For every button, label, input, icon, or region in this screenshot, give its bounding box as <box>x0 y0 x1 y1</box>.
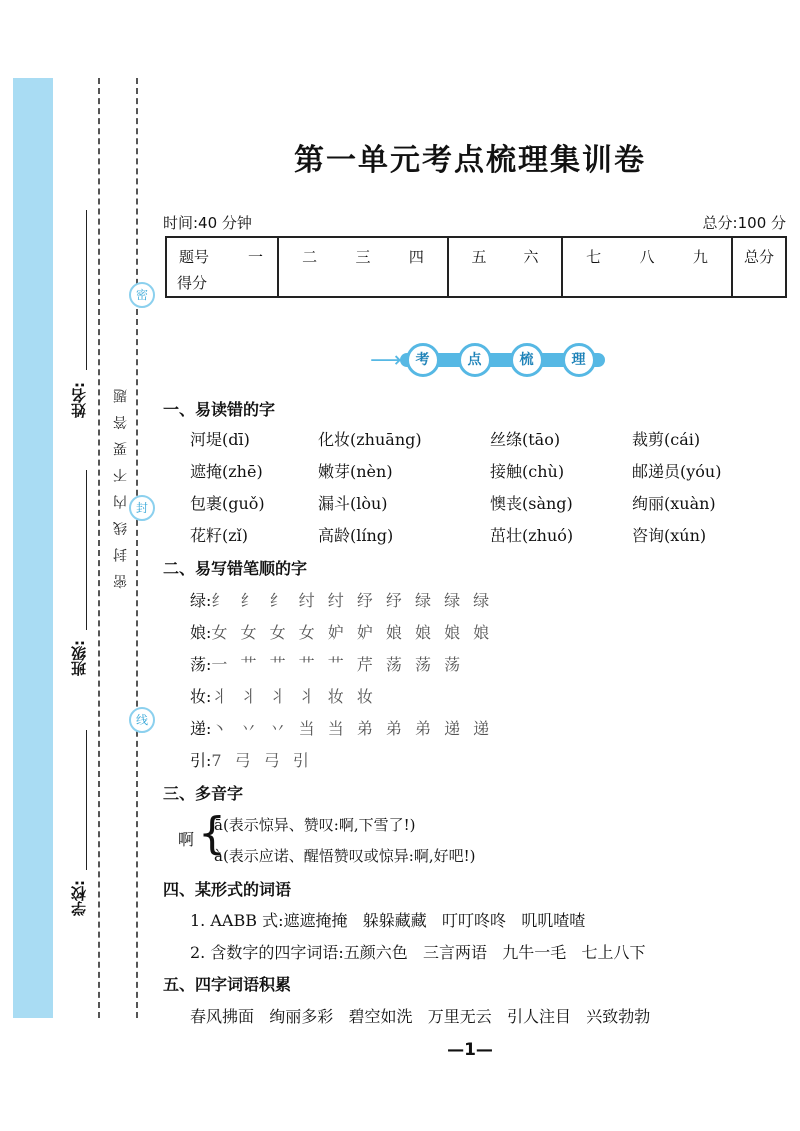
word-item: 河堤(dī) <box>190 430 250 449</box>
stroke-row <box>190 620 493 643</box>
word-item: 包裹(guǒ) <box>190 494 265 513</box>
page-title: 第一单元考点梳理集训卷 <box>294 143 646 178</box>
word-item: 漏斗(lòu) <box>318 494 388 513</box>
form-line-numbers: 2. 含数字的四字词语:五颜六色 三言两语 九牛一毛 七上八下 <box>190 943 646 962</box>
banner-char: 考 <box>406 343 440 377</box>
time-info: 时间:40 分钟 <box>163 214 252 232</box>
banner-char: 梳 <box>510 343 544 377</box>
page-number: —1— <box>447 1040 493 1060</box>
section-heading: 三、多音字 <box>163 784 244 803</box>
banner-char: 理 <box>562 343 596 377</box>
word-item: 咨询(xún) <box>632 526 707 545</box>
q-5: 五 <box>471 248 487 266</box>
q-2: 二 <box>302 248 318 266</box>
stroke-sequence: 纟 纟 纟 纣 纣 纾 纾 绿 绿 绿 <box>211 591 494 610</box>
sidebar-strip <box>13 78 53 1018</box>
score-table <box>165 236 787 298</box>
q-8: 八 <box>639 248 655 266</box>
school-label: 学校: <box>70 880 88 916</box>
stroke-char: 引: <box>190 751 212 770</box>
section-heading: 二、易写错笔顺的字 <box>163 559 308 578</box>
polyphone-reading-2: à(表示应诺、醒悟赞叹或惊异:啊,好吧!) <box>214 847 476 865</box>
word-item: 遮掩(zhē) <box>190 462 263 481</box>
arrow-icon: ⟶ <box>370 347 402 373</box>
class-label: 班级: <box>70 640 88 676</box>
word-item: 嫩芽(nèn) <box>318 462 393 481</box>
stroke-row <box>190 588 493 611</box>
word-item: 丝绦(tāo) <box>490 430 561 449</box>
word-item: 懊丧(sàng) <box>490 494 573 513</box>
word-item: 茁壮(zhuó) <box>490 526 574 545</box>
form-line-aabb: 1. AABB 式:遮遮掩掩 躲躲藏藏 叮叮咚咚 叽叽喳喳 <box>190 911 586 930</box>
cut-line-left <box>98 78 100 1018</box>
polyphone-reading-1: ā(表示惊异、赞叹:啊,下雪了!) <box>214 816 416 834</box>
q-6: 六 <box>523 248 539 266</box>
word-item: 花籽(zǐ) <box>190 526 249 545</box>
word-item: 绚丽(xuàn) <box>632 494 716 513</box>
word-item: 接触(chù) <box>490 462 565 481</box>
banner-char: 点 <box>458 343 492 377</box>
stroke-sequence: 丶 丷 丷 当 当 弟 弟 弟 递 递 <box>211 719 494 738</box>
idiom-list: 春风拂面 绚丽多彩 碧空如洗 万里无云 引人注目 兴致勃勃 <box>190 1007 651 1026</box>
stroke-sequence: 一 艹 艹 艹 艹 芹 荡 荡 荡 <box>211 655 465 674</box>
stroke-char: 递: <box>190 719 212 738</box>
stroke-row <box>190 652 464 675</box>
stroke-sequence: 丬 丬 丬 丬 妆 妆 <box>211 687 377 706</box>
stroke-row <box>190 716 493 739</box>
seal-text: 密 封 线 内 不 要 答 题 <box>113 385 129 589</box>
cut-line-right <box>136 78 138 1018</box>
stroke-char: 娘: <box>190 623 212 642</box>
school-line <box>86 730 87 870</box>
score-label: 得分 <box>177 274 208 292</box>
name-line <box>86 210 87 370</box>
stroke-char: 妆: <box>190 687 212 706</box>
q-1: 一 <box>247 248 263 266</box>
question-number-label: 题号 <box>179 248 210 266</box>
word-item: 化妆(zhuāng) <box>318 430 422 449</box>
q-3: 三 <box>355 248 371 266</box>
stroke-char: 绿: <box>190 591 212 610</box>
stroke-char: 荡: <box>190 655 212 674</box>
word-item: 裁剪(cái) <box>632 430 701 449</box>
total-label: 总分 <box>743 248 774 266</box>
polyphone-char: 啊 <box>178 830 195 849</box>
seal-circle-mi: 密 <box>129 282 155 308</box>
name-label: 姓名: <box>70 382 88 418</box>
stroke-sequence: 7 弓 弓 引 <box>211 751 313 770</box>
stroke-row <box>190 748 313 771</box>
total-score-info: 总分:100 分 <box>702 214 786 232</box>
kaodian-banner <box>370 345 614 375</box>
class-line <box>86 470 87 630</box>
brace-icon: { <box>198 808 226 859</box>
seal-circle-xian: 线 <box>129 707 155 733</box>
stroke-row <box>190 684 377 707</box>
word-item: 邮递员(yóu) <box>632 462 722 481</box>
q-4: 四 <box>408 248 424 266</box>
q-9: 九 <box>692 248 708 266</box>
section-heading: 一、易读错的字 <box>163 400 276 419</box>
section-heading: 五、四字词语积累 <box>163 975 292 994</box>
word-item: 高龄(líng) <box>318 526 394 545</box>
stroke-sequence: 女 女 女 女 妒 妒 娘 娘 娘 娘 <box>211 623 494 642</box>
seal-circle-feng: 封 <box>129 495 155 521</box>
section-heading: 四、某形式的词语 <box>163 880 292 899</box>
q-7: 七 <box>586 248 602 266</box>
